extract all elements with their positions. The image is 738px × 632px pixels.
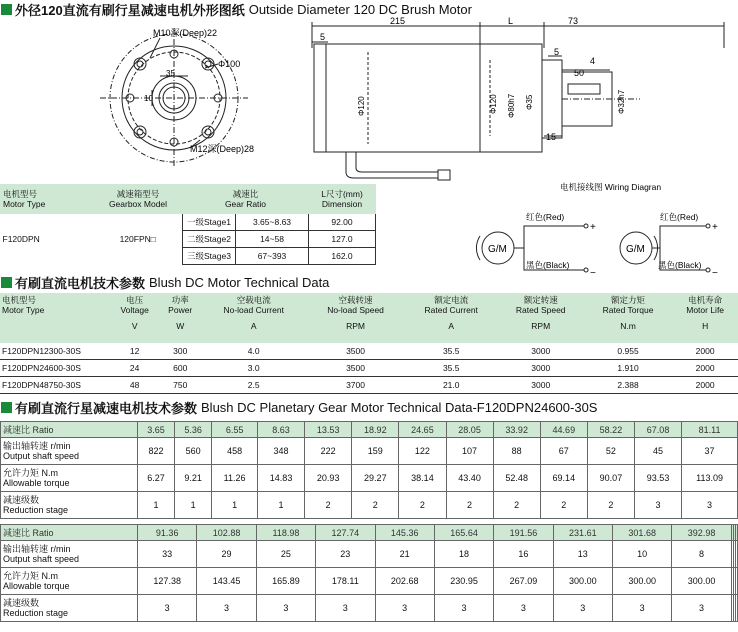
cell-ratio: 44.69	[540, 422, 587, 438]
wiring-right-red: 红色(Red)	[660, 212, 699, 222]
ratio-3: 67~393	[236, 248, 309, 265]
cell-speed: 159	[352, 438, 399, 465]
cell-ratio: 5.36	[175, 422, 212, 438]
cell-stage: 3	[375, 595, 434, 622]
header-en: Outside Diameter 120 DC Brush Motor	[248, 1, 472, 17]
cell-torque: 6.27	[138, 465, 175, 492]
cell-speed: 29	[197, 541, 256, 568]
cell-torque: 90.07	[587, 465, 634, 492]
cell-ratio: 33.92	[493, 422, 540, 438]
header-en: Blush DC Planetary Gear Motor Technical Data-F120DPN24600-30S	[201, 399, 598, 415]
cell-ratio: 18.92	[352, 422, 399, 438]
cell-torque: 38.14	[399, 465, 446, 492]
th-power: 功率 Power W	[159, 293, 201, 343]
cell-torque: 300.00	[553, 568, 612, 595]
th-ratio: 减速比 Gear Ratio	[183, 185, 309, 214]
cell-torque: 143.45	[197, 568, 256, 595]
table-row	[1, 595, 738, 622]
cell-torque: 178.11	[316, 568, 375, 595]
green-square-icon	[1, 277, 12, 288]
cell-stage: 2	[399, 492, 446, 519]
cell-torque: 300.00	[672, 568, 731, 595]
motor-table-header	[0, 293, 738, 343]
th-noload-speed: 空载转速 No-load Speed RPM	[306, 293, 405, 343]
row-label-stage: 减速级数 Reduction stage	[1, 492, 138, 519]
cell-stage: 2	[540, 492, 587, 519]
motor-table	[0, 293, 738, 394]
gear-table-2	[0, 524, 738, 622]
wiring-right-plus: +	[712, 222, 718, 233]
row-label-ratio: 减速比 Ratio	[1, 422, 138, 438]
cell-torque: 29.27	[352, 465, 399, 492]
cell-torque: 11.26	[212, 465, 258, 492]
table-row	[1, 541, 738, 568]
stage-3: 三级Stage3	[183, 248, 236, 265]
table-row	[1, 422, 738, 438]
cell-ratio: 392.98	[672, 525, 731, 541]
gearbox-table	[0, 184, 376, 265]
cell-stage: 3	[672, 595, 731, 622]
cell-ratio: 58.22	[587, 422, 634, 438]
cell-ratio: 13.53	[305, 422, 352, 438]
cell-torque: 43.40	[446, 465, 493, 492]
cell-stage: 3	[682, 492, 738, 519]
cell-ratio: 145.36	[375, 525, 434, 541]
cell-torque: 9.21	[175, 465, 212, 492]
wiring-left-red: 红色(Red)	[526, 212, 565, 222]
cell-stage: 3	[553, 595, 612, 622]
th-gearbox: 减速箱型号 Gearbox Model	[94, 185, 183, 214]
header-cn: 有刷直流行星减速电机技术参数	[15, 400, 198, 416]
dim-dia35: Φ35	[525, 94, 534, 110]
wiring-left-black: 黑色(Black)	[526, 260, 570, 270]
cell-torque: 300.00	[613, 568, 672, 595]
cell-stage: 1	[138, 492, 175, 519]
cell-ratio: 6.55	[212, 422, 258, 438]
th-noload-current: 空载电流 No-load Current A	[201, 293, 306, 343]
cell-stage: 2	[305, 492, 352, 519]
wiring-right-black: 黑色(Black)	[658, 260, 702, 270]
dim-35: 35	[166, 69, 175, 78]
th-rated-speed: 额定转速 Rated Speed RPM	[498, 293, 584, 343]
gearbox-motor: F120DPN	[2, 234, 40, 245]
header-cn: 外径120直流有刷行星减速电机外形图纸	[15, 2, 245, 18]
length-3: 162.0	[309, 248, 376, 265]
gearbox-model: 120FPN□	[94, 214, 183, 265]
cell-speed: 10	[613, 541, 672, 568]
row-label-ratio: 减速比 Ratio	[1, 525, 138, 541]
wiring-left-plus: +	[590, 222, 596, 233]
header-cn: 有刷直流电机技术参数	[15, 275, 146, 291]
cell-torque: 165.89	[256, 568, 315, 595]
wiring-title: 电机接线图 Wiring Diagran	[560, 182, 662, 192]
cell-ratio: 191.56	[494, 525, 553, 541]
table-row	[1, 438, 738, 465]
th-rated-current: 额定电流 Rated Current A	[405, 293, 498, 343]
cell-stage: 1	[258, 492, 305, 519]
green-square-icon	[1, 402, 12, 413]
dim-5a: 5	[320, 32, 326, 42]
cell-ratio: 118.98	[256, 525, 315, 541]
green-square-icon	[1, 4, 12, 15]
wiring-left-motor: G/M	[488, 244, 507, 255]
cell-speed: 822	[138, 438, 175, 465]
cell-ratio: 91.36	[138, 525, 197, 541]
cell-speed: 13	[553, 541, 612, 568]
cell-speed: 348	[258, 438, 305, 465]
cell-stage: 1	[212, 492, 258, 519]
dim-215: 215	[390, 16, 406, 26]
th-rated-torque: 额定力矩 Rated Torque N.m	[584, 293, 672, 343]
stage-2: 二级Stage2	[183, 231, 236, 248]
th-motor-life: 电机寿命 Motor Life H	[672, 293, 738, 343]
dim-15: 15	[546, 132, 557, 142]
side-view	[312, 22, 724, 180]
cell-speed: 23	[316, 541, 375, 568]
cell-stage: 3	[613, 595, 672, 622]
cell-torque: 202.68	[375, 568, 434, 595]
cell-stage: 3	[256, 595, 315, 622]
cell-torque: 113.09	[682, 465, 738, 492]
table-row	[1, 214, 376, 231]
cell-stage	[735, 595, 737, 622]
dim-4: 4	[590, 56, 596, 66]
header-en: Blush DC Motor Technical Data	[149, 274, 330, 290]
row-label-torque: 允许力矩 N.m Allowable torque	[1, 465, 138, 492]
cell-ratio: 81.11	[682, 422, 738, 438]
th-motor-type: 电机型号 Motor Type	[1, 185, 94, 214]
table-row	[1, 568, 738, 595]
section-header-gear-data	[0, 399, 597, 415]
table-row: F120DPN24600-30S 24 600 3.0 3500 35.5 3000 1.910 2000	[0, 360, 738, 377]
dim-dia120a: Φ120	[357, 96, 366, 116]
wiring-left-minus: −	[590, 268, 596, 279]
cell-speed: 16	[494, 541, 553, 568]
cell-ratio: 28.05	[446, 422, 493, 438]
cell-stage: 3	[316, 595, 375, 622]
table-row	[1, 465, 738, 492]
cell-speed: 18	[434, 541, 493, 568]
table-row	[1, 525, 738, 541]
cell-ratio: 67.08	[635, 422, 682, 438]
table-row: F120DPN12300-30S 12 300 4.0 3500 35.5 3000 0.955 2000	[0, 343, 738, 360]
dim-73: 73	[568, 16, 579, 26]
outline-drawing	[0, 16, 738, 192]
dim-5b: 5	[554, 47, 560, 57]
dim-dia100: Φ100	[218, 59, 241, 69]
cell-speed: 45	[635, 438, 682, 465]
stage-1: 一级Stage1	[183, 214, 236, 231]
cell-stage: 2	[352, 492, 399, 519]
dim-thread-m12: M12深(Deep)28	[190, 144, 255, 154]
cell-ratio: 165.64	[434, 525, 493, 541]
dim-dia32: Φ32h7	[617, 89, 626, 114]
cell-ratio: 24.65	[399, 422, 446, 438]
cell-stage: 3	[494, 595, 553, 622]
table-row	[1, 492, 738, 519]
cell-stage: 2	[587, 492, 634, 519]
dim-thread-m10: M10深(Deep)22	[153, 28, 218, 38]
cell-torque: 267.09	[494, 568, 553, 595]
cell-torque: 230.95	[434, 568, 493, 595]
th-voltage: 电压 Voltage V	[110, 293, 159, 343]
dim-50: 50	[574, 68, 585, 78]
section-header-dimensions	[0, 1, 472, 17]
row-label-torque: 允许力矩 N.m Allowable torque	[1, 568, 138, 595]
cell-speed: 458	[212, 438, 258, 465]
cell-stage: 3	[434, 595, 493, 622]
cell-ratio: 231.61	[553, 525, 612, 541]
wiring-right-motor: G/M	[626, 244, 645, 255]
length-1: 92.00	[309, 214, 376, 231]
gearbox-table-header	[1, 185, 376, 214]
row-label-stage: 减速级数 Reduction stage	[1, 595, 138, 622]
row-label-speed: 输出轴转速 r/min Output shaft speed	[1, 541, 138, 568]
cell-speed: 33	[138, 541, 197, 568]
dim-dia120b: Φ120	[489, 94, 498, 114]
cell-speed: 21	[375, 541, 434, 568]
ratio-1: 3.65~8.63	[236, 214, 309, 231]
cell-ratio: 3.65	[138, 422, 175, 438]
cell-speed: 67	[540, 438, 587, 465]
dim-L: L	[508, 16, 514, 26]
ratio-2: 14~58	[236, 231, 309, 248]
section-header-motor-data	[0, 274, 329, 290]
cell-speed: 8	[672, 541, 731, 568]
cell-ratio: 8.63	[258, 422, 305, 438]
cell-torque: 14.83	[258, 465, 305, 492]
cell-speed	[735, 541, 737, 568]
dim-10: 10	[144, 94, 153, 103]
th-length: L尺寸(mm) Dimension	[309, 185, 376, 214]
row-label-speed: 输出轴转速 r/min Output shaft speed	[1, 438, 138, 465]
cell-speed: 122	[399, 438, 446, 465]
cell-speed: 25	[256, 541, 315, 568]
cell-stage: 2	[493, 492, 540, 519]
cell-stage: 3	[138, 595, 197, 622]
table-row: F120DPN48750-30S 48 750 2.5 3700 21.0 3000 2.388 2000	[0, 377, 738, 394]
cell-speed: 560	[175, 438, 212, 465]
cell-ratio	[735, 525, 737, 541]
cell-ratio: 301.68	[613, 525, 672, 541]
length-2: 127.0	[309, 231, 376, 248]
cell-stage: 2	[446, 492, 493, 519]
cell-torque: 20.93	[305, 465, 352, 492]
cell-stage: 3	[197, 595, 256, 622]
cell-torque: 93.53	[635, 465, 682, 492]
dim-dia80: Φ80h7	[507, 93, 516, 118]
cell-speed: 222	[305, 438, 352, 465]
cell-stage: 3	[635, 492, 682, 519]
cell-torque: 127.38	[138, 568, 197, 595]
wiring-diagram	[460, 196, 738, 280]
wiring-right-minus: −	[712, 268, 718, 279]
cell-torque	[735, 568, 737, 595]
cell-speed: 52	[587, 438, 634, 465]
cell-torque: 69.14	[540, 465, 587, 492]
cell-speed: 88	[493, 438, 540, 465]
cell-torque: 52.48	[493, 465, 540, 492]
th-motor-type: 电机型号 Motor Type	[0, 293, 110, 343]
cell-ratio: 127.74	[316, 525, 375, 541]
cell-speed: 107	[446, 438, 493, 465]
cell-stage: 1	[175, 492, 212, 519]
cell-speed: 37	[682, 438, 738, 465]
cell-ratio: 102.88	[197, 525, 256, 541]
gear-table-1	[0, 421, 738, 519]
